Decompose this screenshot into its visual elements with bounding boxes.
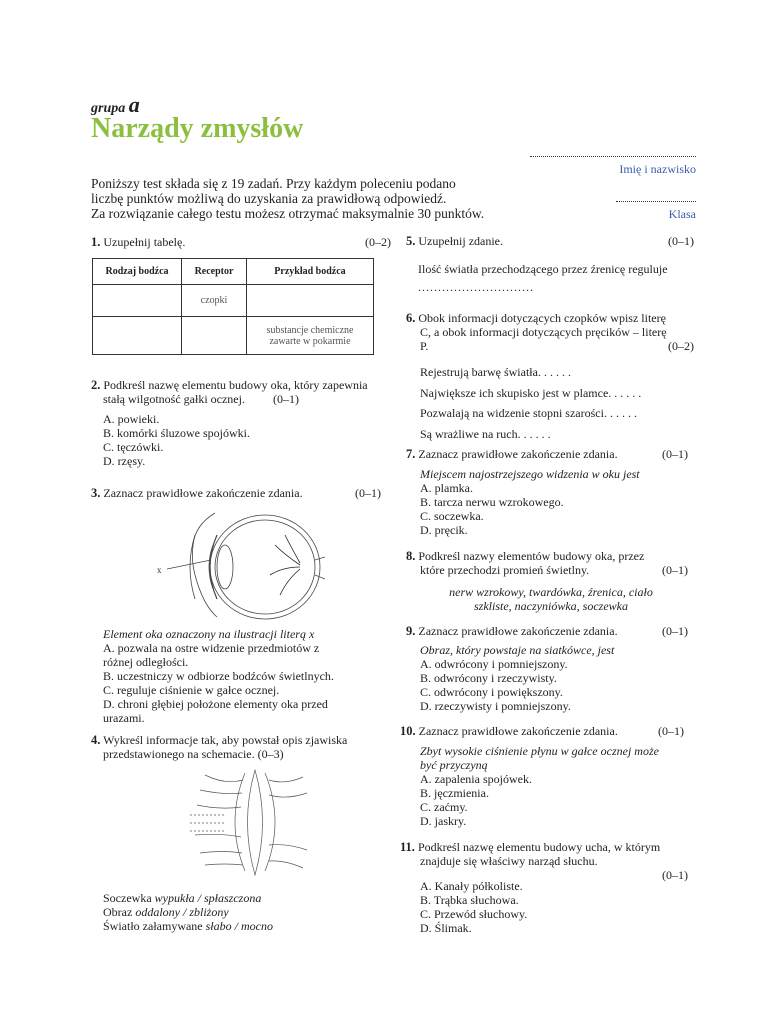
- question-number: 11.: [400, 840, 415, 854]
- points: (0–2): [668, 339, 694, 353]
- question-text: Uzupełnij zdanie.: [418, 234, 504, 248]
- q11-options: [420, 879, 527, 935]
- stimulus-table: [92, 258, 374, 355]
- answer-option[interactable]: D. rzęsy.: [103, 454, 146, 468]
- answer-option[interactable]: C. zaćmy.: [420, 800, 468, 814]
- question-number: 9.: [406, 624, 416, 638]
- question-number: 5.: [406, 234, 416, 248]
- fill-item[interactable]: Największe ich skupisko jest w plamce. . . . . .: [420, 385, 642, 400]
- table-cell-input[interactable]: [93, 285, 182, 317]
- question-3: [91, 486, 381, 500]
- question-text: stałą wilgotność gałki ocznej.: [103, 392, 245, 406]
- answer-option[interactable]: A. zapalenia spojówek.: [420, 772, 532, 786]
- answer-option[interactable]: C. odwrócony i powiększony.: [420, 685, 563, 699]
- question-text: Uzupełnij tabelę.: [103, 235, 186, 249]
- question-text: Podkreśl nazwy elementów budowy oka, przez: [418, 549, 645, 563]
- question-text: przedstawionego na schemacie.: [103, 747, 255, 761]
- table-cell-input[interactable]: [182, 317, 247, 355]
- answer-option[interactable]: B. jęczmienia.: [420, 786, 489, 800]
- points: (0–1): [658, 724, 684, 738]
- question-8: [406, 549, 688, 577]
- question-text: Obok informacji dotyczących czopków wpisz literę: [418, 311, 666, 325]
- question-number: 2.: [91, 378, 101, 392]
- question-10: [400, 724, 684, 738]
- name-label: Imię i nazwisko: [619, 162, 696, 176]
- intro-line: Za rozwiązanie całego testu możesz otrzymać maksymalnie 30 punktów.: [91, 206, 485, 221]
- strike-options[interactable]: wypukła / spłaszczona: [154, 891, 262, 905]
- underline-words[interactable]: szkliste, naczyniówka, soczewka: [474, 599, 628, 613]
- q10-options: [420, 772, 532, 828]
- question-text: Zaznacz prawidłowe zakończenie zdania.: [418, 447, 618, 461]
- answer-option[interactable]: B. komórki śluzowe spojówki.: [103, 426, 250, 440]
- fill-item[interactable]: Są wrażliwe na ruch. . . . . .: [420, 426, 551, 441]
- answer-option[interactable]: C. soczewka.: [420, 509, 484, 523]
- lens-schematic-illustration: [185, 765, 315, 880]
- q5-sentence: Ilość światła przechodzącego przez źrenicę reguluje: [418, 262, 668, 276]
- question-9: [406, 624, 688, 638]
- points: (0–1): [662, 563, 688, 577]
- answer-option[interactable]: D. rzeczywisty i pomniejszony.: [420, 699, 571, 713]
- table-header: Przykład bodźca: [247, 259, 374, 285]
- strike-options[interactable]: słabo / mocno: [205, 919, 273, 933]
- answer-option[interactable]: A. powieki.: [103, 412, 160, 426]
- q6-items: [420, 362, 641, 444]
- table-cell: czopki: [182, 285, 247, 317]
- fill-item[interactable]: Rejestrują barwę światła. . . . . .: [420, 365, 571, 379]
- stem-line: Zbyt wysokie ciśnienie płynu w gałce ocznej może: [420, 744, 659, 758]
- q8-words: [420, 585, 682, 613]
- table-header: Rodzaj bodźca: [93, 259, 182, 285]
- intro-line: liczbę punktów możliwą do uzyskania za prawidłową odpowiedź.: [91, 191, 447, 206]
- answer-option[interactable]: A. Kanały półkoliste.: [420, 879, 523, 893]
- answer-option[interactable]: B. tarcza nerwu wzrokowego.: [420, 495, 564, 509]
- q5-blank[interactable]: .............................: [418, 280, 534, 294]
- answer-option[interactable]: A. odwrócony i pomniejszony.: [420, 657, 568, 671]
- group-letter: a: [128, 92, 140, 117]
- q3-options: [103, 641, 334, 725]
- strike-options[interactable]: oddalony / zbliżony: [135, 905, 229, 919]
- eye-marker-x: x: [157, 565, 162, 575]
- points: (0–1): [662, 447, 688, 461]
- statement-image: Obraz oddalony / zbliżony: [103, 905, 229, 919]
- question-text: P.: [420, 339, 429, 353]
- question-number: 8.: [406, 549, 416, 563]
- statement-light: Światło załamywane słabo / mocno: [103, 919, 273, 933]
- q3-stem: Element oka oznaczony na ilustracji literą x: [103, 627, 315, 641]
- points: (0–1): [272, 392, 299, 406]
- points: (0–2): [365, 235, 391, 249]
- question-text: Podkreśl nazwę elementu budowy ucha, w którym: [417, 840, 661, 854]
- question-5: [406, 234, 694, 248]
- question-number: 10.: [400, 724, 416, 738]
- question-2: [91, 378, 391, 406]
- answer-option[interactable]: C. reguluje ciśnienie w gałce ocznej.: [103, 683, 280, 697]
- question-6: [406, 311, 694, 353]
- q7-stem: Miejscem najostrzejszego widzenia w oku jest: [420, 467, 640, 481]
- class-line[interactable]: [616, 200, 696, 202]
- fill-item[interactable]: Pozwalają na widzenie stopni szarości. . . . . .: [420, 406, 637, 420]
- question-number: 4.: [91, 733, 101, 747]
- answer-option[interactable]: C. tęczówki.: [103, 440, 164, 454]
- question-text: Wykreśl informacje tak, aby powstał opis zjawiska: [103, 733, 348, 747]
- page-title: Narządy zmysłów: [91, 113, 304, 144]
- question-text: C, a obok informacji dotyczących pręcików – literę: [420, 325, 667, 339]
- q7-options: [420, 481, 564, 537]
- table-cell: substancje chemiczne zawarte w pokarmie: [247, 317, 374, 355]
- q4-statements: [103, 891, 273, 933]
- answer-option-cont: różnej odległości.: [103, 655, 189, 669]
- question-4: [91, 733, 391, 761]
- stem-line: być przyczyną: [420, 758, 488, 772]
- points: (0–3): [257, 747, 284, 761]
- class-label: Klasa: [668, 207, 696, 221]
- name-line[interactable]: [530, 155, 696, 157]
- question-number: 7.: [406, 447, 416, 461]
- answer-option[interactable]: D. Ślimak.: [420, 921, 472, 935]
- intro-text: [91, 176, 511, 221]
- group-word: grupa: [91, 101, 126, 116]
- q9-stem: Obraz, który powstaje na siatkówce, jest: [420, 643, 615, 657]
- q2-options: [103, 412, 250, 468]
- underline-words[interactable]: nerw wzrokowy, twardówka, źrenica, ciało: [449, 585, 653, 599]
- answer-option[interactable]: A. pozwala na ostre widzenie przedmiotów z: [103, 641, 320, 655]
- q9-options: [420, 657, 571, 713]
- statement-lens: Soczewka wypukła / spłaszczona: [103, 891, 262, 905]
- table-cell-input[interactable]: [247, 285, 374, 317]
- answer-option[interactable]: D. pręcik.: [420, 523, 468, 537]
- question-11: [400, 840, 688, 882]
- table-cell-input[interactable]: [93, 317, 182, 355]
- question-text: Zaznacz prawidłowe zakończenie zdania.: [103, 486, 303, 500]
- question-text: które przechodzi promień świetlny.: [420, 563, 590, 577]
- question-text: Podkreśl nazwę elementu budowy oka, który zapewnia: [103, 378, 368, 392]
- answer-option[interactable]: B. Trąbka słuchowa.: [420, 893, 519, 907]
- question-number: 1.: [91, 235, 101, 249]
- points: (0–1): [668, 234, 694, 248]
- points: (0–1): [355, 486, 381, 500]
- points: (0–1): [662, 868, 688, 882]
- answer-option[interactable]: A. plamka.: [420, 481, 473, 495]
- question-7: [406, 447, 688, 461]
- question-text: znajduje się właściwy narząd słuchu.: [420, 854, 598, 868]
- eye-cross-section-illustration: [155, 505, 325, 625]
- answer-option[interactable]: B. uczestniczy w odbiorze bodźców świetlnych.: [103, 669, 334, 683]
- intro-line: Poniższy test składa się z 19 zadań. Przy każdym poleceniu podano: [91, 176, 456, 191]
- question-text: Zaznacz prawidłowe zakończenie zdania.: [418, 624, 618, 638]
- answer-option[interactable]: B. odwrócony i rzeczywisty.: [420, 671, 557, 685]
- answer-option-cont: urazami.: [103, 711, 145, 725]
- answer-option[interactable]: D. jaskry.: [420, 814, 467, 828]
- q10-stem: [420, 744, 659, 772]
- question-number: 6.: [406, 311, 416, 325]
- question-number: 3.: [91, 486, 101, 500]
- table-header: Receptor: [182, 259, 247, 285]
- question-text: Zaznacz prawidłowe zakończenie zdania.: [418, 724, 618, 738]
- points: (0–1): [662, 624, 688, 638]
- answer-option[interactable]: C. Przewód słuchowy.: [420, 907, 528, 921]
- question-1: [91, 235, 391, 249]
- answer-option[interactable]: D. chroni głębiej położone elementy oka przed: [103, 697, 328, 711]
